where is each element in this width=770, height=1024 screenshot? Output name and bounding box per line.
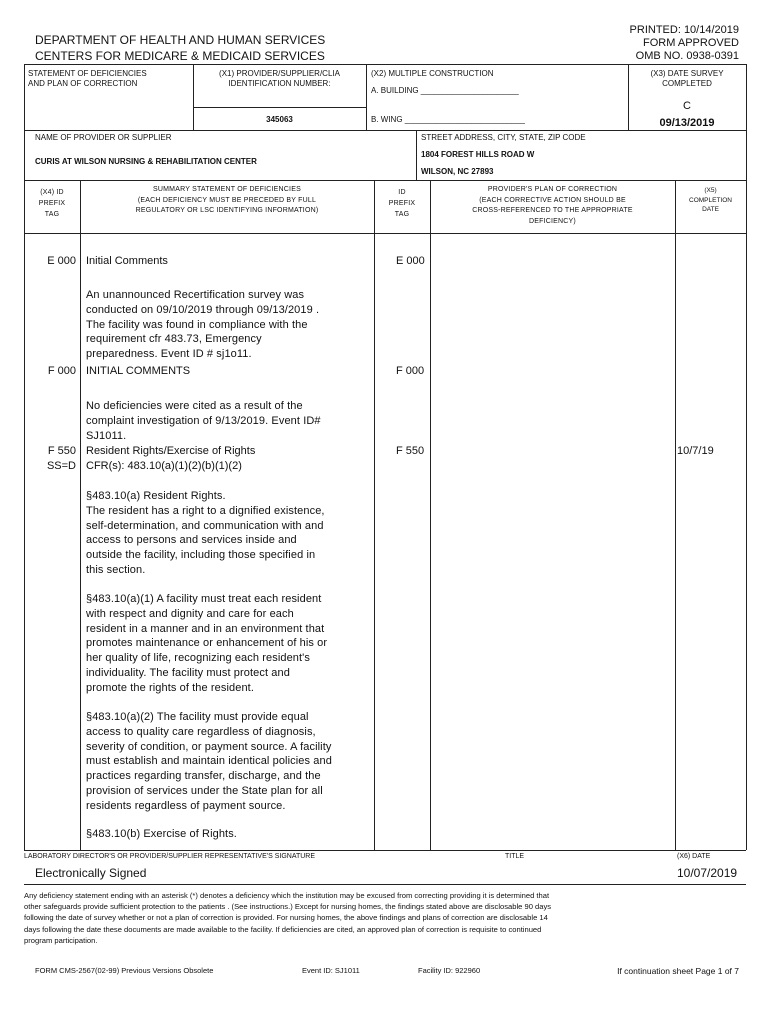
x3-label: (X3) DATE SURVEY COMPLETED xyxy=(650,69,724,88)
form-number: FORM CMS-2567(02-99) Previous Versions Obsolete xyxy=(35,966,214,975)
e000-title: Initial Comments xyxy=(86,255,168,267)
summary-header: SUMMARY STATEMENT OF DEFICIENCIES (EACH DEFICIENCY MUST BE PRECEDED BY FULL REGULATORY OR LSC IDENTIFYING INFORMATION) xyxy=(135,186,319,214)
event-id: Event ID: SJ1011 xyxy=(302,966,360,975)
statement-label: STATEMENT OF DEFICIENCIES AND PLAN OF CORRECTION xyxy=(28,69,147,88)
e000-body: An unannounced Recertification survey was conducted on 09/10/2019 through 09/13/2019 . The facility was found in compliance with the requirement cfr 483.73, Emergency preparedness. Event ID # sj1o11. xyxy=(86,289,320,361)
signature-value: Electronically Signed xyxy=(35,866,147,880)
f550-paragraph-2: §483.10(a)(1) A facility must treat each resident with respect and dignity and care for each resident in a manner and in an environment that promotes maintenance or enhancement of his or her quality of life, recognizing each resident's individuality. The facility must protect and promote the rights of the resident. xyxy=(86,593,328,694)
f550-paragraph-1: §483.10(a) Resident Rights. The resident has a right to a dignified existence, self-determination, and communication with and access to persons and services inside and outside the facility, including those specified in this section. xyxy=(86,490,325,576)
plan-header: PROVIDER'S PLAN OF CORRECTION (EACH CORRECTIVE ACTION SHOULD BE CROSS-REFERENCED TO THE APPROPRIATE DEFICIENCY) xyxy=(472,186,633,225)
e000-tag: E 000 xyxy=(47,255,76,267)
f550-completion-date: 10/7/19 xyxy=(677,445,714,457)
completion-code: C xyxy=(683,100,691,112)
omb-number: OMB NO. 0938-0391 xyxy=(635,50,739,62)
building-field: A. BUILDING ______________________ xyxy=(371,86,519,95)
f550-id-tag: F 550 xyxy=(396,445,425,457)
f550-paragraph-3: §483.10(a)(2) The facility must provide equal access to quality care regardless of diagnosis, severity of condition, or payment source. A facility must establish and maintain identical policies and practices regarding transfer, discharge, and the provision of services under the State plan for all residents regardless of payment source. xyxy=(86,711,332,812)
f000-title: INITIAL COMMENTS xyxy=(86,365,191,377)
f000-id-tag: F 000 xyxy=(396,365,425,377)
facility-id: Facility ID: 922960 xyxy=(418,966,481,975)
form-approved: FORM APPROVED xyxy=(643,37,739,49)
signature-date-label: (X6) DATE xyxy=(677,853,711,860)
f550-title: Resident Rights/Exercise of Rights xyxy=(86,445,256,457)
wing-field: B. WING ___________________________ xyxy=(371,115,525,124)
signature-label: LABORATORY DIRECTOR'S OR PROVIDER/SUPPLIER REPRESENTATIVE'S SIGNATURE xyxy=(24,853,316,860)
disclaimer: Any deficiency statement ending with an asterisk (*) denotes a deficiency which the institution may be excused from correcting providing it is determined that other safeguards provide sufficient protection to the patients . (See instructions.) Except for nursing homes, the findings stated above are disclosable 90 days following the date of survey whether or not a plan of correction is provided. For nursing homes, the above findings and plans of correction are disclosable 14 days following the date these documents are made available to the facility. If deficiencies are cited, an approved plan of correction is requisite to continued program participation. xyxy=(24,891,552,945)
e000-id-tag: E 000 xyxy=(396,255,425,267)
f550-tag: F 550 xyxy=(47,445,76,457)
page-indicator: If continuation sheet Page 1 of 7 xyxy=(617,966,739,976)
x1-label: (X1) PROVIDER/SUPPLIER/CLIA IDENTIFICATION NUMBER: xyxy=(219,69,340,88)
signature-date: 10/07/2019 xyxy=(677,866,738,880)
survey-completed-date: 09/13/2019 xyxy=(659,117,715,129)
x2-label: (X2) MULTIPLE CONSTRUCTION xyxy=(371,69,494,78)
address-label: STREET ADDRESS, CITY, STATE, ZIP CODE xyxy=(421,133,586,142)
f550-cfr: CFR(s): 483.10(a)(1)(2)(b)(1)(2) xyxy=(86,460,242,472)
provider-name: CURIS AT WILSON NURSING & REHABILITATION CENTER xyxy=(35,157,257,166)
f550-scope-severity: SS=D xyxy=(46,460,76,472)
x4-header: (X4) ID PREFIX TAG xyxy=(38,189,66,218)
provider-id-number: 345063 xyxy=(266,115,293,124)
address-line1: 1804 FOREST HILLS ROAD W xyxy=(421,150,535,159)
f550-paragraph-4: §483.10(b) Exercise of Rights. xyxy=(86,828,237,840)
x5-header: (X5) COMPLETION DATE xyxy=(689,187,732,213)
title-label: TITLE xyxy=(505,853,525,860)
agency-name: CENTERS FOR MEDICARE & MEDICAID SERVICES xyxy=(35,49,325,63)
f000-body: No deficiencies were cited as a result of the complaint investigation of 9/13/2019. Event ID# SJ1011. xyxy=(86,400,321,442)
address-line2: WILSON, NC 27893 xyxy=(421,167,494,176)
printed-date: PRINTED: 10/14/2019 xyxy=(629,24,739,36)
f000-tag: F 000 xyxy=(47,365,76,377)
department-name: DEPARTMENT OF HEALTH AND HUMAN SERVICES xyxy=(35,33,326,47)
id-prefix-header: ID PREFIX TAG xyxy=(388,189,416,218)
provider-name-label: NAME OF PROVIDER OR SUPPLIER xyxy=(35,133,172,142)
